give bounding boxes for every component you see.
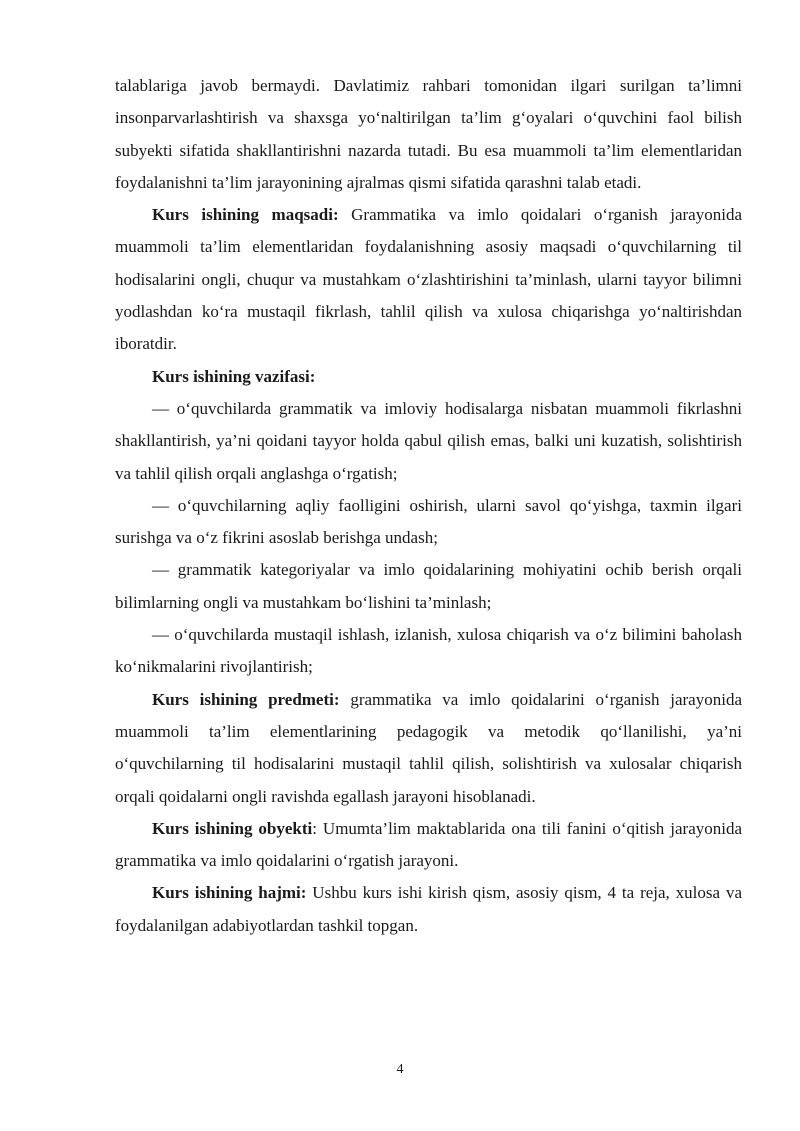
goal-paragraph	[115, 199, 742, 360]
goal-text: Grammatika va imlo qoidalari o‘rganish jarayonida muammoli ta’lim elementlaridan foydalanishning asosiy maqsadi o‘quvchilarning til hodisalarini ongli, chuqur va mustahkam o‘zlashtirishini ta’minlash, ularni tayyor bilimni yodlashdan ko‘ra mustaqil fikrlash, tahlil qilish va xulosa chiqarishga yo‘naltirishdan iboratdir.	[115, 205, 742, 354]
subject-paragraph	[115, 684, 742, 813]
task-item: — o‘quvchilarda mustaqil ishlash, izlanish, xulosa chiqarish va o‘z bilimini baholash ko‘nikmalarini rivojlantirish;	[115, 625, 742, 677]
task-item: — grammatik kategoriyalar va imlo qoidalarining mohiyatini ochib berish orqali bilimlarning ongli va mustahkam bo‘lishini ta’minlash;	[115, 560, 742, 612]
scope-text: Ushbu kurs ishi kirish qism, asosiy qism, 4 ta reja, xulosa va foydalanilgan adabiyotlardan tashkil topgan.	[115, 883, 742, 935]
object-text: : Umumta’lim maktablarida ona tili fanini o‘qitish jarayonida grammatika va imlo qoidalarini o‘rgatish jarayoni.	[115, 818, 743, 871]
object-label: Kurs ishining obyekti	[152, 818, 313, 838]
page-number: 4	[396, 1062, 404, 1077]
scope-label: Kurs ishining hajmi:	[152, 883, 307, 903]
task-item: — o‘quvchilarda grammatik va imloviy hodisalarga nisbatan muammoli fikrlashni shakllantirish, ya’ni qoidani tayyor holda qabul qilish emas, balki uni kuzatish, solishtirish va tahlil qilish orqali anglashga o‘rgatish;	[115, 398, 742, 483]
subject-label: Kurs ishining predmeti:	[152, 689, 340, 709]
tasks-heading	[115, 361, 742, 393]
object-paragraph	[115, 813, 742, 878]
tasks-label: Kurs ishining vazifasi:	[152, 366, 316, 386]
intro-paragraph: talablariga javob bermaydi. Davlatimiz rahbari tomonidan ilgari surilgan ta’limni insonparvarlashtirish va shaxsga yo‘naltirilgan ta’lim g‘oyalari o‘quvchini faol bilish subyekti sifatida shakllantirishni nazarda tutadi. Bu esa muammoli ta’lim elementlaridan foydalanishni ta’lim jarayonining ajralmas qismi sifatida qarashni talab etadi.	[115, 76, 742, 192]
goal-label: Kurs ishining maqsadi:	[152, 205, 339, 225]
subject-text: grammatika va imlo qoidalarini o‘rganish jarayonida muammoli ta’lim elementlarining pedagogik va metodik qo‘llanilishi, ya’ni o‘quvchilarning til hodisalarini mustaqil tahlil qilish, solishtirish va xulosalar chiqarish orqali qoidalarni ongli ravishda egallash jarayoni hisoblanadi.	[115, 689, 742, 806]
task-item: — o‘quvchilarning aqliy faolligini oshirish, ularni savol qo‘yishga, taxmin ilgari surishga va o‘z fikrini asoslab berishga undash;	[115, 495, 742, 548]
body-text	[115, 70, 742, 942]
scope-paragraph	[115, 877, 742, 942]
